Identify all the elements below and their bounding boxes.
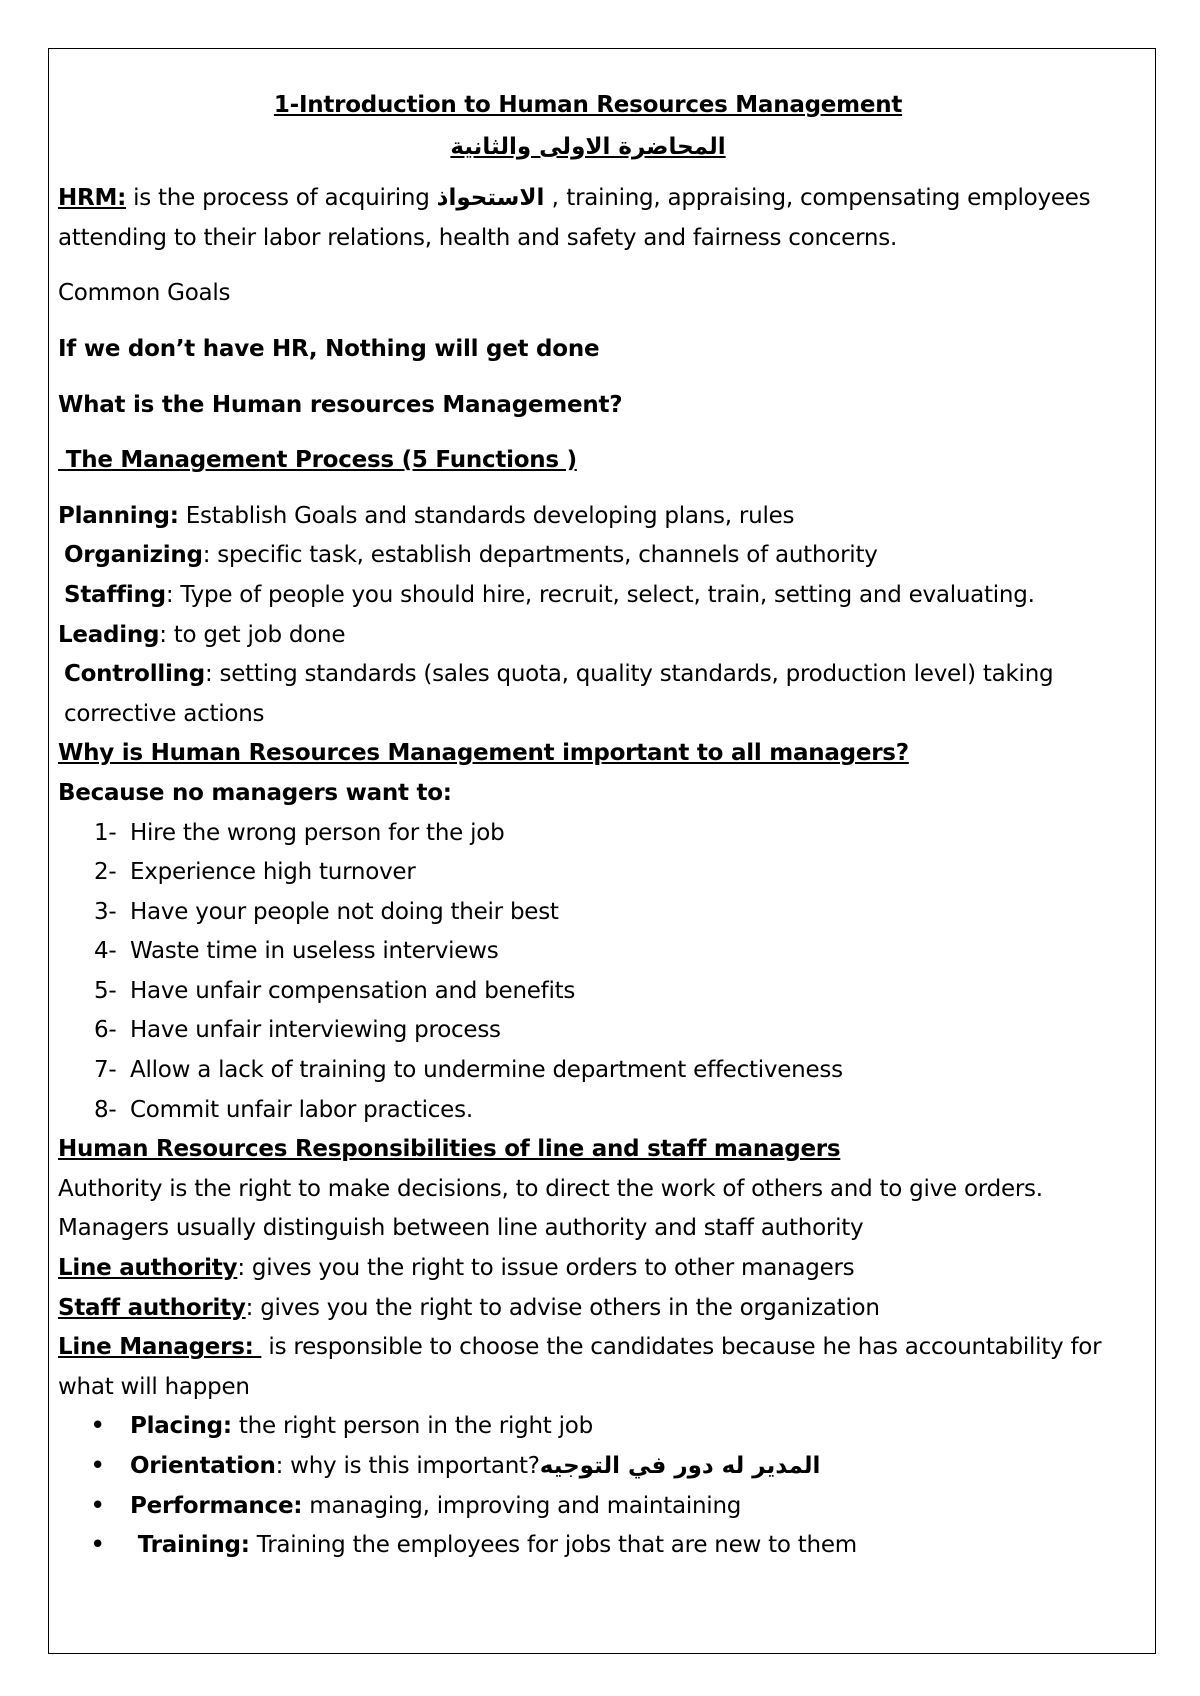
list-item: • Training: Training the employees for jobs that are new to them bbox=[58, 1526, 1118, 1566]
function-controlling: Controlling: setting standards (sales quota, quality standards, production level) taking corrective actions bbox=[64, 661, 1054, 727]
staff-authority: Staff authority: gives you the right to advise others in the organization bbox=[58, 1294, 880, 1321]
line-manager-duties bbox=[58, 1407, 1118, 1565]
arabic-lecture-title: المحاضرة الاولى والثانية bbox=[450, 133, 726, 160]
function-staffing: Staffing: Type of people you should hire, recruit, select, train, setting and evaluating. bbox=[64, 581, 1035, 608]
list-item: 1- Hire the wrong person for the job bbox=[94, 819, 505, 846]
list-item: • Orientation: why is this important?المدير له دور في التوجيه bbox=[58, 1447, 1118, 1487]
common-goals: Common Goals bbox=[58, 280, 231, 307]
list-item: 8- Commit unfair labor practices. bbox=[94, 1096, 473, 1123]
function-planning: Planning: Establish Goals and standards developing plans, rules bbox=[58, 502, 795, 529]
reasons-list bbox=[58, 814, 1118, 1131]
hrm-term: HRM: bbox=[58, 185, 127, 212]
function-organizing: Organizing: specific task, establish departments, channels of authority bbox=[64, 542, 878, 569]
line-managers: Line Managers: is responsible to choose the candidates because he has accountability for what will happen bbox=[58, 1334, 1102, 1400]
function-leading: Leading: to get job done bbox=[58, 621, 346, 648]
no-hr-statement: If we don’t have HR, Nothing will get done bbox=[58, 335, 600, 362]
list-item: 5- Have unfair compensation and benefits bbox=[94, 977, 576, 1004]
list-item: • Performance: managing, improving and maintaining bbox=[58, 1487, 1118, 1527]
hrm-arabic: الاستحواذ bbox=[436, 185, 545, 212]
management-functions bbox=[58, 497, 1118, 735]
list-item: 7- Allow a lack of training to undermine department effectiveness bbox=[94, 1057, 843, 1084]
why-important-heading: Why is Human Resources Management important to all managers? bbox=[58, 740, 909, 767]
document-body bbox=[58, 86, 1118, 1566]
responsibilities-heading: Human Resources Responsibilities of line and staff managers bbox=[58, 1136, 841, 1163]
hrm-definition: HRM: is the process of acquiring الاستحواذ , training, appraising, compensating employees attending to their labor relations, health and safety and fairness concerns. bbox=[58, 185, 1091, 251]
orientation-arabic: المدير له دور في التوجيه bbox=[539, 1453, 821, 1479]
management-process-heading: The Management Process (5 Functions ) bbox=[58, 447, 577, 474]
list-item: • Placing: the right person in the right job bbox=[58, 1407, 1118, 1447]
list-item: 4- Waste time in useless interviews bbox=[94, 938, 499, 965]
line-authority: Line authority: gives you the right to issue orders to other managers bbox=[58, 1255, 855, 1282]
document-title: 1-Introduction to Human Resources Management bbox=[273, 92, 903, 118]
authority-definition: Authority is the right to make decisions, to direct the work of others and to give orders. Managers usually distinguish between line authority and staff authority bbox=[58, 1175, 1043, 1242]
list-item: 2- Experience high turnover bbox=[94, 859, 416, 886]
what-is-hrm-question: What is the Human resources Management? bbox=[58, 391, 623, 418]
because-line: Because no managers want to: bbox=[58, 779, 452, 806]
list-item: 3- Have your people not doing their best bbox=[94, 898, 559, 925]
list-item: 6- Have unfair interviewing process bbox=[94, 1017, 501, 1044]
